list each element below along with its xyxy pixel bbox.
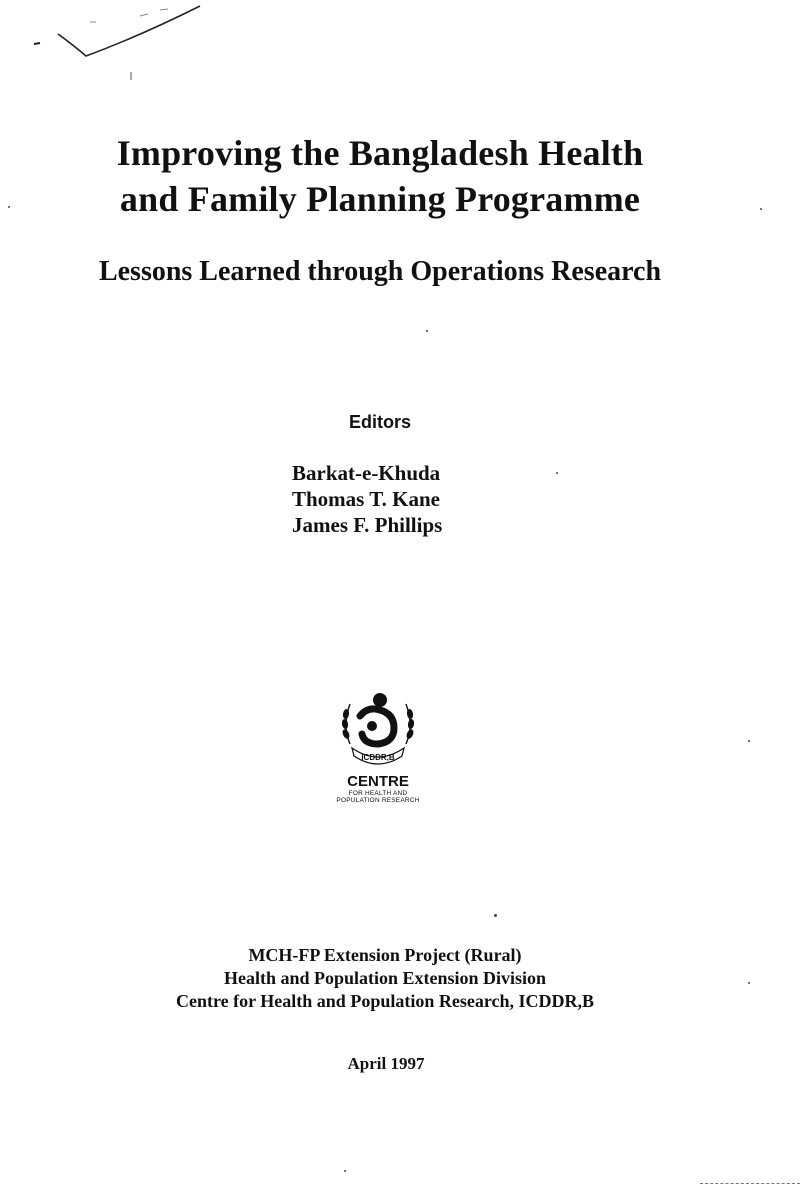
logo-subtitle-line-1: FOR HEALTH AND [348, 790, 408, 797]
institution-line-3: Centre for Health and Population Research, ICDDR,B [176, 991, 594, 1011]
scan-edge-rule [700, 1183, 800, 1184]
editors-heading: Editors [348, 412, 411, 432]
logo-subtitle-line-2: POPULATION RESEARCH [336, 797, 420, 804]
institution-line-1: MCH-FP Extension Project (Rural) [248, 945, 522, 965]
publication-date: April 1997 [347, 1054, 425, 1073]
editor-name: Barkat-e-Khuda [292, 461, 441, 485]
icddrb-emblem-icon [336, 686, 420, 770]
institution-line-2: Health and Population Extension Division [223, 968, 547, 988]
editors-list [292, 460, 442, 538]
institution-block [0, 944, 770, 1013]
document-title [0, 130, 760, 222]
document-subtitle: Lessons Learned through Operations Research [98, 256, 662, 287]
emblem-text: ICDDR,B [361, 753, 395, 762]
title-line-1: Improving the Bangladesh Health [116, 133, 644, 173]
logo-name: CENTRE [347, 773, 409, 790]
pen-mark-scribble [0, 0, 220, 90]
title-line-2: and Family Planning Programme [119, 179, 641, 219]
editor-name: Thomas T. Kane [292, 487, 441, 511]
icddrb-logo [318, 686, 438, 804]
editor-name: James F. Phillips [292, 513, 443, 537]
